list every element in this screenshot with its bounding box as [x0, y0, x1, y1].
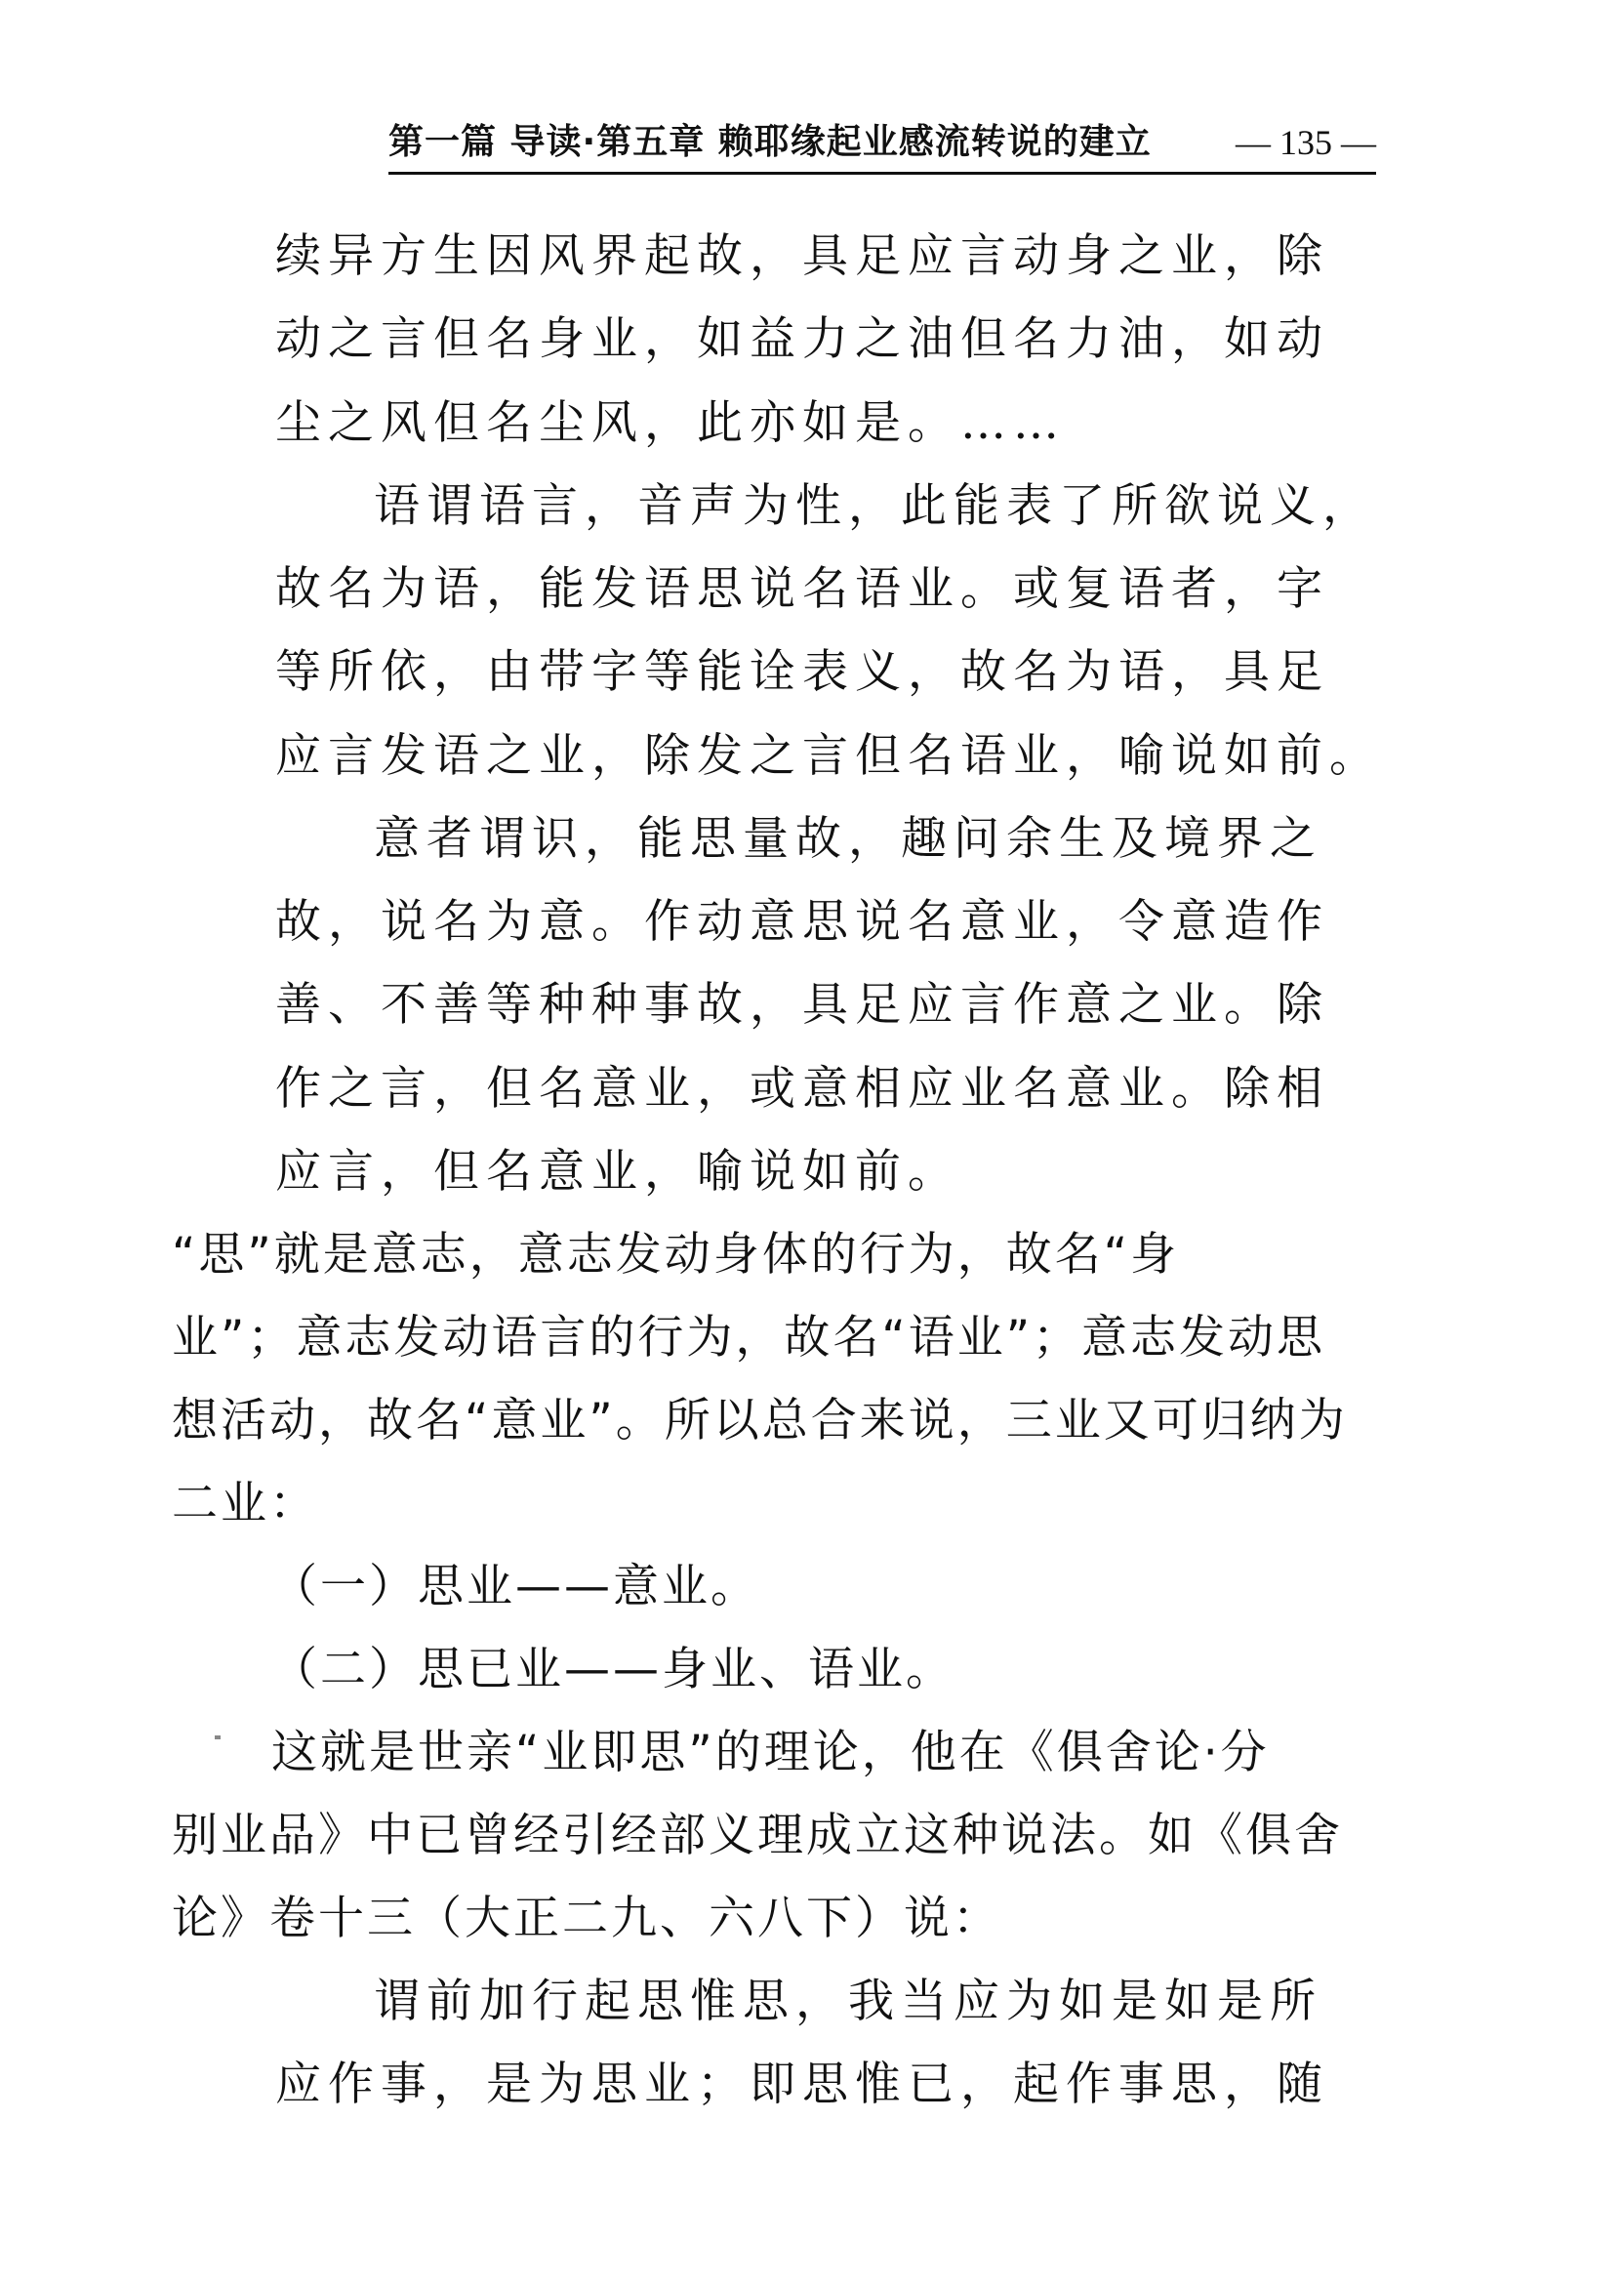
quote-line: 意者谓识，能思量故，趣问余生及境界之 — [374, 812, 1322, 866]
page-number: — 135 — — [1236, 123, 1376, 162]
list-item: （一）思业——意业。 — [271, 1560, 759, 1613]
chapter-title: 第一篇 导读·第五章 赖耶缘起业感流转说的建立 — [388, 122, 1152, 162]
quote-line: 应作事，是为思业；即思惟已，起作事思，随 — [275, 2058, 1329, 2111]
quote-line: 等所依，由带字等能诠表义，故名为语，具足 — [275, 645, 1329, 699]
body-line: “思”就是意志，意志发动身体的行为，故名“身 — [172, 1228, 1180, 1282]
quote-line: 动之言但名身业，如益力之油但名力油，如动 — [275, 312, 1329, 366]
quote-line: 善、不善等种种事故，具足应言作意之业。除 — [275, 978, 1329, 1032]
quote-line: 故名为语，能发语思说名语业。或复语者，字 — [275, 562, 1329, 616]
body-line: 业”；意志发动语言的行为，故名“语业”；意志发动思 — [172, 1311, 1326, 1365]
running-header — [388, 117, 1376, 168]
scan-speck — [215, 1735, 221, 1739]
body-line: 论》卷十三（大正二九、六八下）说： — [172, 1892, 1001, 1945]
quote-line: 应言发语之业，除发之言但名语业，喻说如前。 — [275, 729, 1382, 783]
body-line: 二业： — [172, 1477, 318, 1530]
body-line: 想活动，故名“意业”。所以总合来说，三业又可归纳为 — [172, 1394, 1348, 1448]
header-rule — [388, 172, 1376, 175]
list-item: （二）思已业——身业、语业。 — [271, 1643, 954, 1696]
quote-line: 尘之风但名尘风，此亦如是。…… — [275, 396, 1066, 450]
body-line: 这就是世亲“业即思”的理论，他在《俱舍论·分 — [271, 1726, 1270, 1779]
quote-line: 应言，但名意业，喻说如前。 — [275, 1145, 960, 1199]
quote-line: 续异方生因风界起故，具足应言动身之业，除 — [275, 229, 1329, 283]
quote-line: 故，说名为意。作动意思说名意业，令意造作 — [275, 895, 1329, 949]
quote-line: 作之言，但名意业，或意相应业名意业。除相 — [275, 1062, 1329, 1116]
body-line: 别业品》中已曾经引经部义理成立这种说法。如《俱舍 — [172, 1809, 1343, 1862]
quote-line: 谓前加行起思惟思，我当应为如是如是所 — [374, 1975, 1322, 2028]
quote-line: 语谓语言，音声为性，此能表了所欲说义， — [374, 479, 1375, 533]
